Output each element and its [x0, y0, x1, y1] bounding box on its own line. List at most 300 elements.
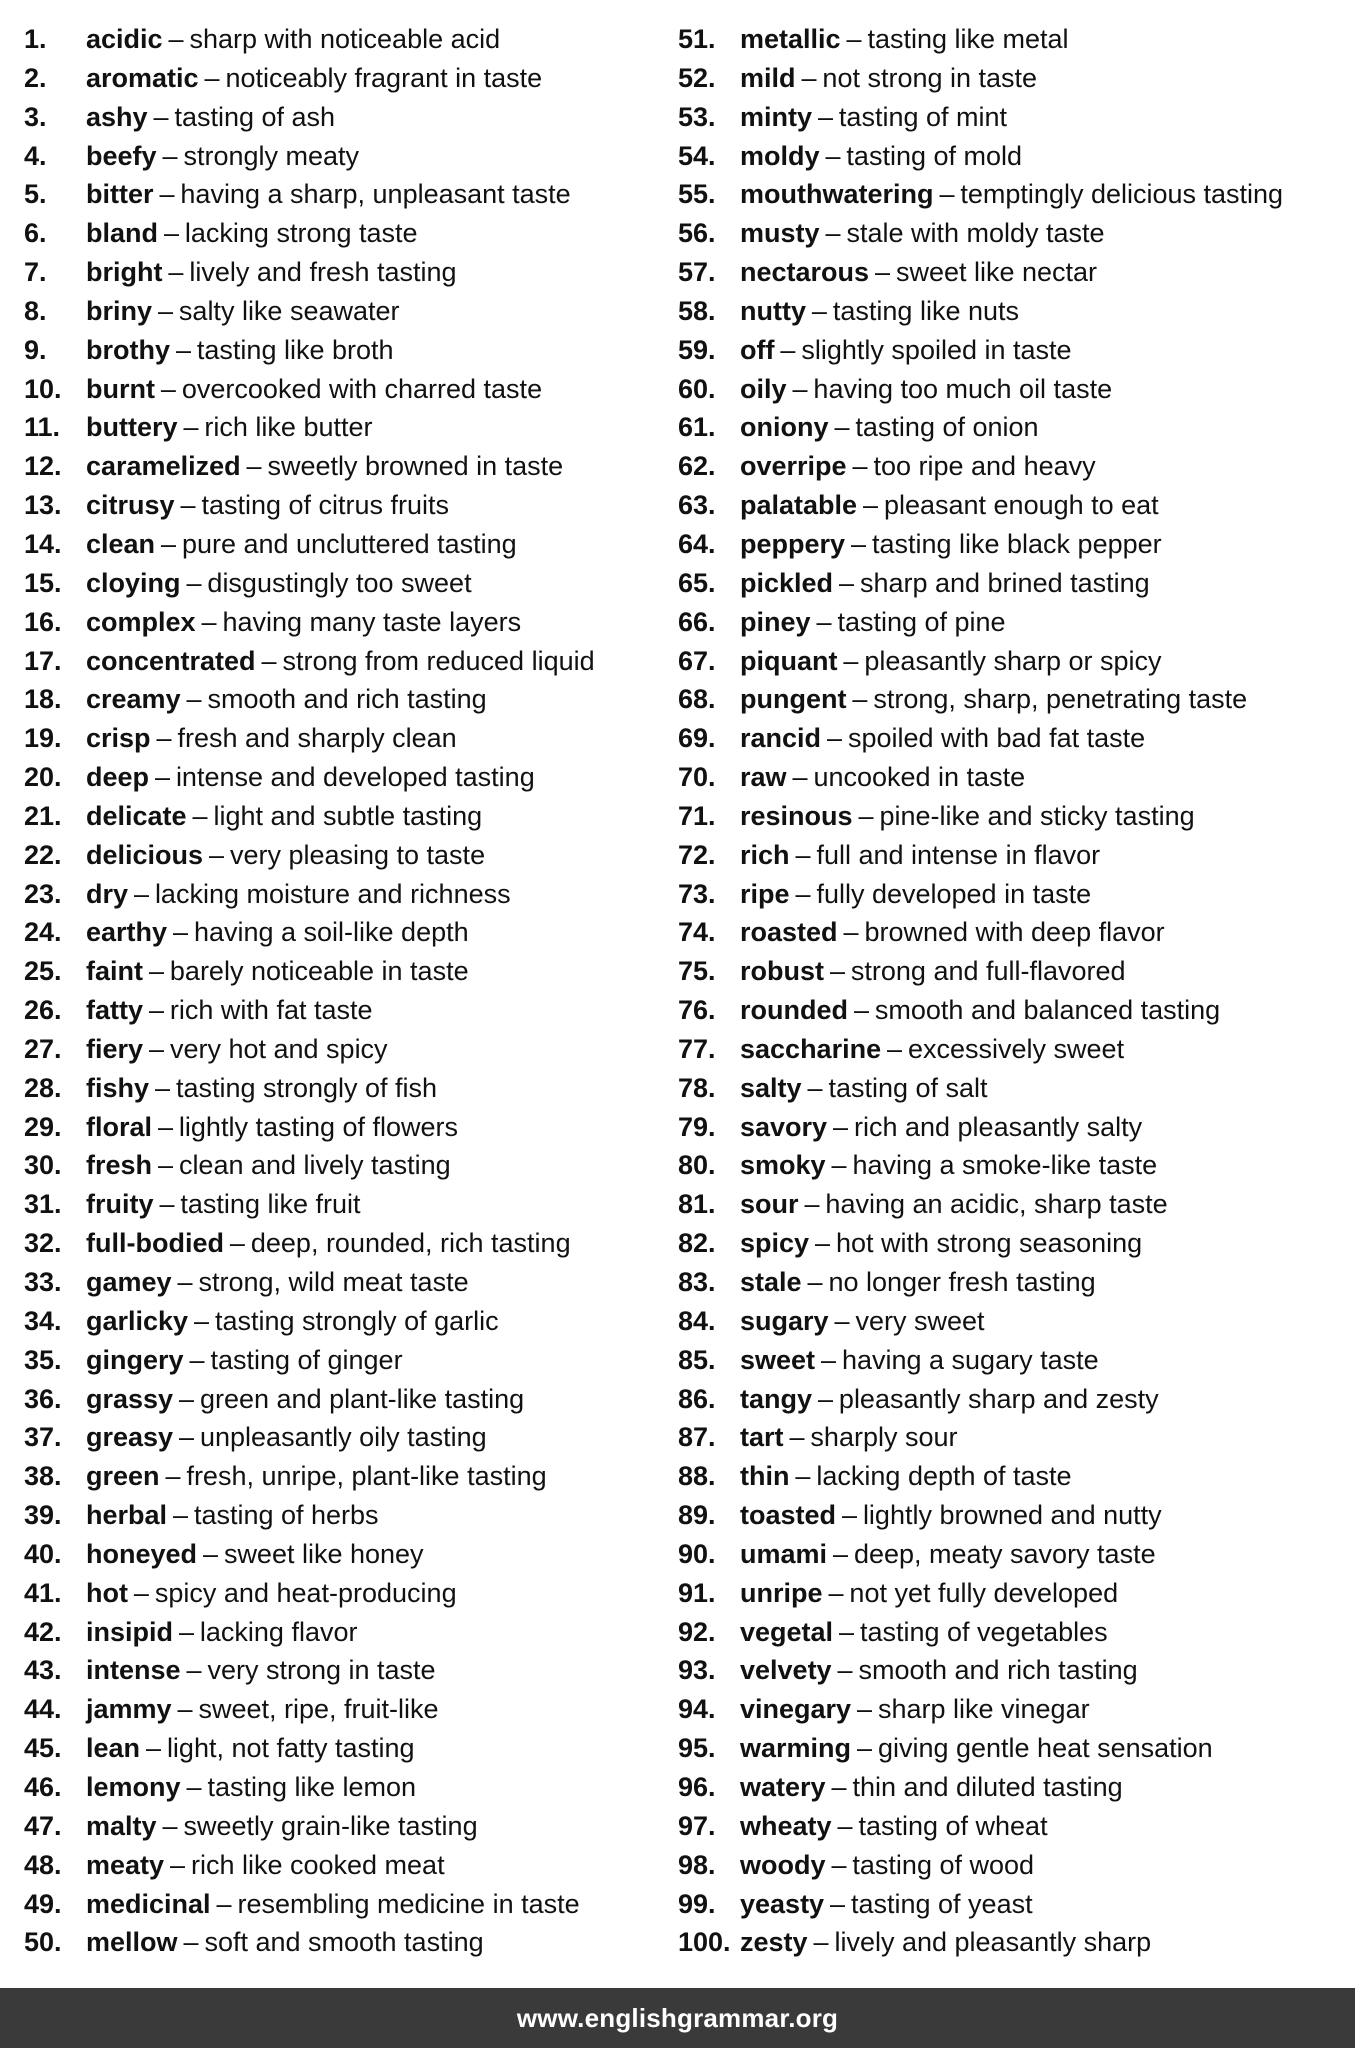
list-item — [678, 175, 1348, 214]
item-word: mouthwatering — [740, 179, 934, 210]
item-word: malty — [86, 1810, 157, 1841]
item-definition: tasting of ginger — [210, 1344, 403, 1375]
item-number: 88. — [678, 1461, 716, 1492]
item-separator: – — [831, 1150, 847, 1181]
item-definition: tasting of yeast — [850, 1888, 1033, 1919]
item-definition: unpleasantly oily tasting — [199, 1422, 487, 1453]
item-word: fishy — [86, 1072, 150, 1103]
item-separator: – — [180, 490, 196, 521]
item-definition: tasting of salt — [828, 1072, 988, 1103]
list-item — [678, 1108, 1348, 1147]
item-separator: – — [839, 1616, 855, 1647]
item-number: 21. — [24, 800, 62, 831]
list-item — [24, 98, 674, 137]
item-word: faint — [86, 956, 143, 987]
item-word: watery — [740, 1771, 826, 1802]
item-definition: noticeably fragrant in taste — [225, 62, 543, 93]
item-separator: – — [857, 1694, 873, 1725]
item-definition: slightly spoiled in taste — [801, 334, 1072, 365]
item-number: 62. — [678, 451, 716, 482]
item-definition: clean and lively tasting — [178, 1150, 451, 1181]
item-number: 51. — [678, 24, 716, 54]
list-item — [678, 525, 1348, 564]
list-item — [24, 1846, 674, 1885]
item-separator: – — [157, 1150, 173, 1181]
item-word: greasy — [86, 1422, 174, 1453]
list-item — [678, 875, 1348, 914]
item-word: roasted — [740, 917, 838, 948]
item-number: 90. — [678, 1538, 716, 1569]
item-definition: light, not fatty tasting — [166, 1733, 415, 1764]
item-number: 92. — [678, 1616, 716, 1647]
item-separator: – — [208, 839, 224, 870]
item-definition: strong, wild meat taste — [198, 1267, 469, 1297]
list-item — [24, 1185, 674, 1224]
item-definition: overcooked with charred taste — [181, 373, 543, 404]
list-item — [678, 1146, 1348, 1185]
list-item — [24, 292, 674, 331]
item-number: 25. — [24, 956, 62, 987]
item-separator: – — [154, 762, 170, 793]
list-item — [678, 680, 1348, 719]
item-word: insipid — [86, 1616, 173, 1647]
item-definition: spoiled with bad fat taste — [847, 723, 1146, 754]
item-definition: sharp like vinegar — [877, 1694, 1090, 1725]
item-separator: – — [813, 1927, 829, 1958]
item-separator: – — [145, 1733, 161, 1764]
list-item — [24, 486, 674, 525]
list-item — [678, 1496, 1348, 1535]
item-definition: rich and pleasantly salty — [853, 1111, 1143, 1142]
item-number: 78. — [678, 1072, 716, 1103]
item-definition: tasting of wood — [852, 1849, 1035, 1880]
list-item — [678, 1224, 1348, 1263]
item-number: 72. — [678, 839, 716, 870]
item-word: vinegary — [740, 1694, 852, 1725]
item-separator: – — [846, 24, 862, 54]
item-word: delicate — [86, 800, 187, 831]
item-definition: pure and uncluttered tasting — [181, 528, 517, 559]
item-word: ashy — [86, 101, 148, 132]
item-separator: – — [160, 373, 176, 404]
list-item — [24, 1224, 674, 1263]
list-item — [24, 603, 674, 642]
list-item — [24, 1457, 674, 1496]
item-number: 20. — [24, 762, 62, 793]
item-separator: – — [795, 839, 811, 870]
item-definition: pleasantly sharp and zesty — [838, 1383, 1159, 1414]
item-definition: smooth and balanced tasting — [874, 995, 1221, 1026]
item-separator: – — [183, 412, 199, 443]
list-item — [24, 875, 674, 914]
item-definition: stale with moldy taste — [846, 218, 1105, 249]
item-separator: – — [830, 1888, 846, 1919]
item-separator: – — [186, 567, 202, 598]
list-item — [24, 1923, 674, 1962]
item-number: 70. — [678, 762, 716, 793]
item-definition: tasting strongly of garlic — [214, 1305, 499, 1336]
item-word: mellow — [86, 1927, 178, 1958]
list-item — [24, 1263, 674, 1302]
item-word: overripe — [740, 451, 847, 482]
item-separator: – — [189, 1344, 205, 1375]
list-item — [678, 1690, 1348, 1729]
item-definition: disgustingly too sweet — [207, 567, 472, 598]
list-item — [24, 1418, 674, 1457]
item-number: 27. — [24, 1033, 62, 1064]
item-definition: lightly tasting of flowers — [178, 1111, 459, 1142]
item-word: mild — [740, 62, 796, 93]
item-number: 35. — [24, 1344, 62, 1375]
item-separator: – — [862, 490, 879, 521]
item-word: oniony — [740, 412, 829, 443]
list-item — [24, 797, 674, 836]
list-item — [24, 719, 674, 758]
item-definition: hot with strong seasoning — [835, 1228, 1143, 1259]
item-definition: having too much oil taste — [813, 373, 1113, 404]
item-number: 14. — [24, 528, 62, 559]
item-definition: tasting of mold — [846, 140, 1023, 171]
item-number: 10. — [24, 373, 62, 404]
item-definition: tasting like lemon — [207, 1771, 417, 1802]
item-number: 94. — [678, 1694, 716, 1725]
item-number: 16. — [24, 606, 62, 637]
item-word: hot — [86, 1577, 128, 1608]
list-item — [24, 991, 674, 1030]
item-separator: – — [172, 1500, 188, 1531]
list-item — [678, 758, 1348, 797]
item-word: tangy — [740, 1383, 813, 1414]
list-item — [24, 253, 674, 292]
item-definition: lively and fresh tasting — [189, 257, 457, 288]
item-number: 31. — [24, 1189, 62, 1220]
item-word: brothy — [86, 334, 170, 365]
item-definition: sharp with noticeable acid — [189, 24, 501, 54]
item-word: toasted — [740, 1500, 837, 1531]
item-number: 61. — [678, 412, 716, 443]
item-number: 59. — [678, 334, 716, 365]
item-definition: having a sugary taste — [841, 1344, 1099, 1375]
item-number: 41. — [24, 1577, 62, 1608]
list-item — [678, 603, 1348, 642]
item-word: metallic — [740, 24, 841, 54]
item-separator: – — [833, 1111, 849, 1142]
item-definition: sweet like nectar — [895, 257, 1098, 288]
item-number: 58. — [678, 295, 716, 326]
list-item — [678, 1418, 1348, 1457]
item-separator: – — [780, 334, 796, 365]
item-number: 64. — [678, 528, 716, 559]
item-separator: – — [789, 1422, 805, 1453]
item-definition: resembling medicine in taste — [237, 1888, 580, 1919]
item-number: 37. — [24, 1422, 62, 1453]
item-separator: – — [820, 1344, 837, 1375]
list-item — [678, 1807, 1348, 1846]
item-number: 50. — [24, 1927, 62, 1958]
item-number: 93. — [678, 1655, 716, 1686]
item-word: concentrated — [86, 645, 256, 676]
item-number: 100. — [678, 1927, 731, 1958]
item-separator: – — [939, 179, 955, 210]
item-separator: – — [837, 1655, 853, 1686]
list-item — [678, 1457, 1348, 1496]
item-definition: temptingly delicious tasting — [960, 179, 1284, 210]
list-item — [24, 1690, 674, 1729]
item-separator: – — [229, 1228, 245, 1259]
list-item — [24, 175, 674, 214]
item-definition: giving gentle heat sensation — [877, 1733, 1213, 1764]
item-definition: tasting strongly of fish — [175, 1072, 438, 1103]
word-list-column-right — [678, 20, 1348, 1962]
item-word: wheaty — [740, 1810, 832, 1841]
item-word: rich — [740, 839, 790, 870]
item-separator: – — [838, 567, 855, 598]
item-number: 87. — [678, 1422, 716, 1453]
item-word: burnt — [86, 373, 155, 404]
item-separator: – — [795, 1461, 811, 1492]
item-number: 12. — [24, 451, 62, 482]
list-item — [24, 1380, 674, 1419]
item-number: 26. — [24, 995, 62, 1026]
list-item — [24, 1496, 674, 1535]
item-word: piney — [740, 606, 811, 637]
item-number: 73. — [678, 878, 716, 909]
item-word: moldy — [740, 140, 820, 171]
item-word: vegetal — [740, 1616, 834, 1647]
footer-url: www.englishgrammar.org — [516, 2002, 839, 2033]
item-definition: sharp and brined tasting — [859, 567, 1150, 598]
item-separator: – — [856, 1733, 872, 1764]
item-definition: having an acidic, sharp taste — [825, 1189, 1168, 1220]
item-word: oily — [740, 373, 787, 404]
item-word: creamy — [86, 684, 181, 715]
item-number: 86. — [678, 1383, 716, 1414]
list-item — [24, 1108, 674, 1147]
item-word: fresh — [86, 1150, 153, 1181]
item-number: 34. — [24, 1305, 62, 1336]
item-definition: not yet fully developed — [849, 1577, 1119, 1608]
list-item — [24, 1302, 674, 1341]
item-number: 54. — [678, 140, 716, 171]
item-number: 79. — [678, 1111, 716, 1142]
item-number: 82. — [678, 1228, 716, 1259]
item-word: pungent — [740, 684, 847, 715]
item-number: 67. — [678, 645, 716, 676]
item-word: rounded — [740, 995, 848, 1026]
item-word: grassy — [86, 1383, 174, 1414]
item-separator: – — [162, 1810, 178, 1841]
item-number: 15. — [24, 567, 62, 598]
item-separator: – — [179, 1422, 195, 1453]
item-number: 99. — [678, 1888, 716, 1919]
item-number: 43. — [24, 1655, 62, 1686]
list-item — [678, 1613, 1348, 1652]
item-word: savory — [740, 1111, 828, 1142]
item-number: 80. — [678, 1150, 716, 1181]
list-item — [24, 564, 674, 603]
item-separator: – — [837, 1810, 853, 1841]
item-number: 71. — [678, 800, 716, 831]
list-item — [678, 797, 1348, 836]
item-definition: tasting like broth — [196, 334, 394, 365]
list-item — [24, 1146, 674, 1185]
list-item — [24, 1535, 674, 1574]
item-definition: tasting of onion — [855, 412, 1039, 443]
item-number: 9. — [24, 334, 47, 365]
item-number: 23. — [24, 878, 62, 909]
item-definition: light and subtle tasting — [213, 800, 483, 831]
item-word: minty — [740, 101, 813, 132]
item-separator: – — [831, 1771, 847, 1802]
list-item — [678, 719, 1348, 758]
item-separator: – — [843, 645, 859, 676]
item-definition: barely noticeable in taste — [169, 956, 469, 987]
item-word: beefy — [86, 140, 157, 171]
item-number: 85. — [678, 1344, 716, 1375]
list-item — [24, 1069, 674, 1108]
item-word: meaty — [86, 1849, 165, 1880]
list-item — [678, 913, 1348, 952]
item-separator: – — [156, 723, 172, 754]
list-item — [24, 680, 674, 719]
item-word: bitter — [86, 179, 154, 210]
item-separator: – — [183, 1927, 199, 1958]
item-word: garlicky — [86, 1305, 189, 1336]
item-definition: lacking strong taste — [184, 218, 418, 249]
list-item — [678, 1846, 1348, 1885]
list-item — [678, 1535, 1348, 1574]
item-number: 76. — [678, 995, 716, 1026]
item-definition: full and intense in flavor — [816, 839, 1101, 870]
list-item — [678, 253, 1348, 292]
item-number: 66. — [678, 606, 716, 637]
item-separator: – — [186, 1771, 202, 1802]
item-definition: tasting of ash — [174, 101, 336, 132]
item-definition: strong, sharp, penetrating taste — [873, 684, 1248, 715]
item-word: lemony — [86, 1771, 181, 1802]
list-item — [678, 1263, 1348, 1302]
item-definition: tasting of vegetables — [859, 1616, 1108, 1647]
item-definition: green and plant-like tasting — [199, 1383, 525, 1414]
item-word: unripe — [740, 1577, 823, 1608]
item-separator: – — [148, 995, 164, 1026]
item-number: 45. — [24, 1733, 62, 1764]
list-item — [24, 137, 674, 176]
item-number: 30. — [24, 1150, 62, 1181]
item-number: 84. — [678, 1305, 716, 1336]
item-word: citrusy — [86, 490, 175, 521]
item-word: gamey — [86, 1267, 172, 1297]
item-number: 95. — [678, 1733, 716, 1764]
item-number: 63. — [678, 490, 716, 521]
item-separator: – — [852, 451, 868, 482]
item-word: smoky — [740, 1150, 826, 1181]
list-item — [24, 1729, 674, 1768]
item-definition: no longer fresh tasting — [828, 1267, 1096, 1297]
item-separator: – — [817, 1383, 833, 1414]
item-definition: thin and diluted tasting — [852, 1771, 1123, 1802]
item-number: 55. — [678, 179, 716, 210]
list-item — [24, 1574, 674, 1613]
item-word: bright — [86, 257, 163, 288]
list-item — [678, 20, 1348, 59]
item-separator: – — [807, 1072, 823, 1103]
item-number: 77. — [678, 1033, 716, 1064]
item-word: full-bodied — [86, 1228, 224, 1259]
item-word: salty — [740, 1072, 802, 1103]
item-definition: deep, meaty savory taste — [853, 1538, 1156, 1569]
item-separator: – — [792, 762, 808, 793]
list-item — [24, 758, 674, 797]
item-separator: – — [807, 1267, 823, 1297]
item-word: sour — [740, 1189, 799, 1220]
item-separator: – — [159, 179, 175, 210]
item-definition: deep, rounded, rich tasting — [250, 1228, 571, 1259]
item-word: herbal — [86, 1500, 168, 1531]
list-item — [678, 1069, 1348, 1108]
item-definition: uncooked in taste — [813, 762, 1026, 793]
item-number: 52. — [678, 62, 716, 93]
item-number: 47. — [24, 1810, 62, 1841]
item-separator: – — [133, 878, 149, 909]
item-word: umami — [740, 1538, 828, 1569]
list-item — [678, 836, 1348, 875]
item-definition: tasting like nuts — [832, 295, 1019, 326]
list-item — [678, 447, 1348, 486]
item-separator: – — [874, 257, 891, 288]
item-number: 89. — [678, 1500, 716, 1531]
item-separator: – — [816, 606, 832, 637]
item-definition: very hot and spicy — [169, 1033, 388, 1064]
item-word: bland — [86, 218, 158, 249]
item-definition: pleasantly sharp or spicy — [864, 645, 1162, 676]
item-number: 33. — [24, 1267, 62, 1297]
item-definition: strong and full-flavored — [850, 956, 1126, 987]
item-definition: salty like seawater — [178, 295, 400, 326]
item-separator: – — [825, 140, 841, 171]
footer-bar — [0, 1988, 1355, 2048]
list-item — [24, 525, 674, 564]
item-word: honeyed — [86, 1538, 198, 1569]
item-number: 38. — [24, 1461, 62, 1492]
item-definition: fresh, unripe, plant-like tasting — [186, 1461, 547, 1492]
item-separator: – — [159, 1189, 175, 1220]
item-separator: – — [177, 1267, 193, 1297]
item-number: 56. — [678, 218, 716, 249]
list-item — [24, 1030, 674, 1069]
item-definition: not strong in taste — [822, 62, 1038, 93]
item-separator: – — [850, 528, 867, 559]
list-item — [678, 292, 1348, 331]
item-word: dry — [86, 878, 129, 909]
item-definition: lightly browned and nutty — [862, 1500, 1162, 1531]
item-definition: having a sharp, unpleasant taste — [180, 179, 571, 210]
item-word: robust — [740, 956, 824, 987]
item-separator: – — [133, 1577, 149, 1608]
item-definition: strong from reduced liquid — [282, 645, 595, 676]
item-separator: – — [843, 917, 859, 948]
list-item — [678, 564, 1348, 603]
item-separator: – — [792, 373, 808, 404]
item-word: lean — [86, 1733, 141, 1764]
item-number: 69. — [678, 723, 716, 754]
item-definition: spicy and heat-producing — [154, 1577, 457, 1608]
item-separator: – — [831, 1849, 847, 1880]
item-word: clean — [86, 528, 156, 559]
list-item — [24, 370, 674, 409]
list-item — [24, 20, 674, 59]
list-item — [678, 1380, 1348, 1419]
